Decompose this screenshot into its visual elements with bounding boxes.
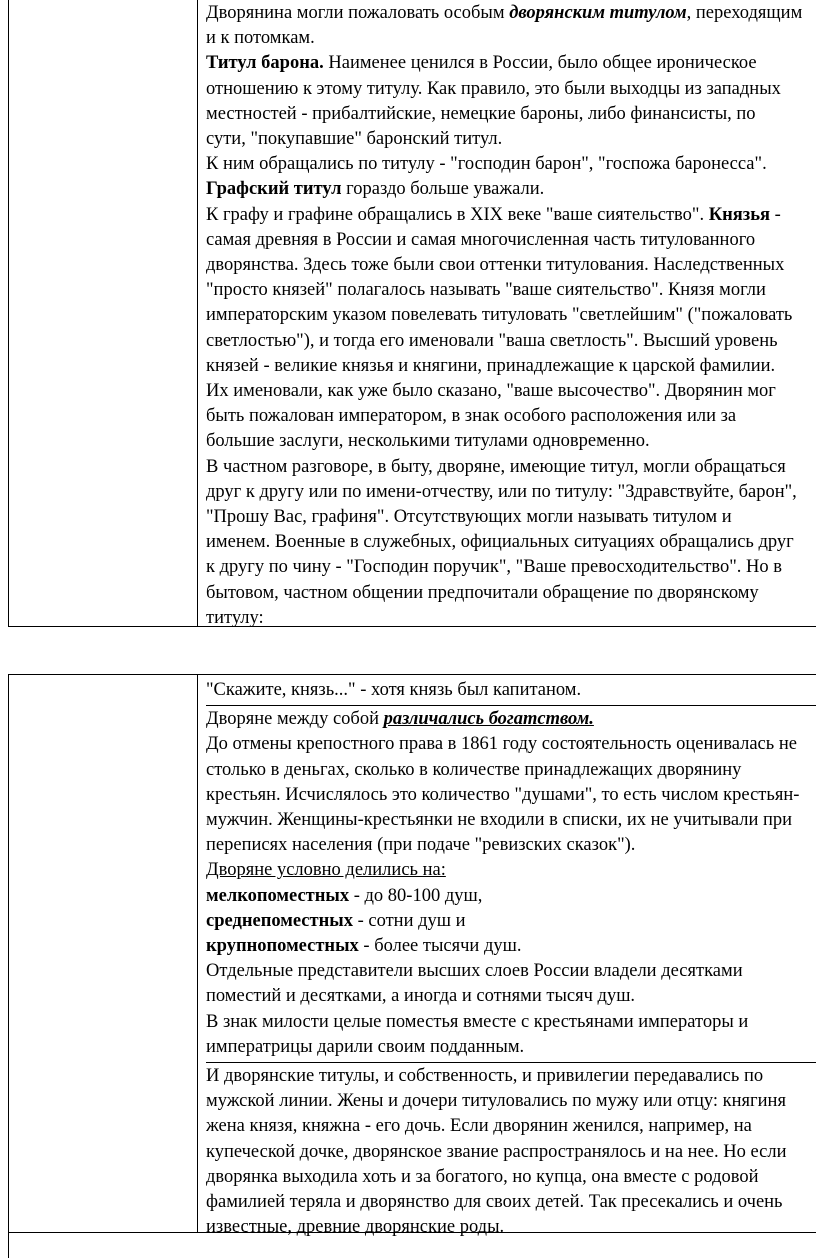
text-run: - [770, 204, 781, 225]
text-line [206, 1, 816, 26]
text-line: жена князя, княжна - его дочь. Если дворянин женился, например, на [206, 1116, 752, 1137]
text-line: И дворянские титулы, и собственность, и привилегии передавались по [206, 1066, 764, 1087]
text-line: К ним обращались по титулу - "господин барон", "госпожа баронесса". [206, 154, 767, 175]
text-line: известные, древние дворянские роды. [206, 1217, 505, 1238]
text-line: и к потомкам. [206, 28, 315, 49]
text-run: - сотни душ и [352, 910, 466, 931]
text-line: бытовом, частном общении предпочитали обращение по дворянскому [206, 582, 759, 603]
text-line: светлостью"), и тогда его именовали "ваша светлость". Высший уровень [206, 330, 778, 351]
text-line [206, 707, 816, 732]
text-line: титулу: [206, 607, 264, 628]
table-row-wealth [206, 705, 816, 1060]
emphasis-noble-title: дворянским титулом [509, 3, 687, 23]
text-line: купеческой дочке, дворянское звание распространялось и на нее. Но если [206, 1141, 787, 1162]
heading-princes: Князья [708, 204, 771, 225]
text-line: именем. Военные в служебных, официальных ситуациях обращались друг [206, 532, 794, 553]
text-line [206, 51, 816, 76]
text-line: сути, "покупавшие" баронский титул. [206, 129, 503, 150]
term-large-estate: крупнопоместных [206, 936, 359, 957]
text-line [206, 177, 816, 202]
text-line: "просто князей" полагалось называть "ваше сиятельство". Князя могли [206, 280, 766, 301]
text-line: поместий и десятками, а иногда и сотнями тысяч душ. [206, 986, 636, 1007]
text-line-underlined: Дворяне условно делились на: [206, 860, 446, 881]
text-line: большие заслуги, несколькими титулами одновременно. [206, 431, 650, 452]
text-run: Дворяне между собой [206, 709, 384, 730]
text-line: переписях населения (при подаче "ревизских сказок"). [206, 835, 636, 856]
column-divider [197, 0, 198, 626]
text-line: мужчин. Женщины-крестьянки не входили в списки, их не учитывали при [206, 810, 793, 831]
text-line: князей - великие князья и княгини, принадлежащие к царской фамилии. [206, 355, 776, 376]
text-line: крестьян. Исчислялось это количество "душами", то есть числом крестьян- [206, 784, 800, 805]
text-run: Дворянина могли пожаловать особым [206, 3, 510, 23]
text-line [206, 934, 816, 959]
text-line: столько в деньгах, сколько в количестве принадлежащих дворянину [206, 759, 742, 780]
text-line: В знак милости целые поместья вместе с крестьянами императоры и [206, 1011, 749, 1032]
column-divider [197, 675, 198, 1232]
text-line: фамилией теряла и дворянство для своих детей. Так пресекались и очень [206, 1192, 783, 1213]
heading-baron-title: Титул барона. [206, 53, 324, 74]
text-line: императорским указом повелевать титуловать "светлейшим" ("пожаловать [206, 305, 793, 326]
heading-count-title: Графский титул [206, 179, 342, 200]
table-border-tail [8, 1231, 9, 1258]
emphasis-wealth: различались богатством. [383, 709, 594, 730]
text-line [206, 203, 816, 228]
text-line [206, 884, 816, 909]
text-line: "Скажите, князь..." - хотя князь был капитаном. [206, 680, 582, 700]
text-line: Их именовали, как уже было сказано, "ваше высочество". Дворянин мог [206, 381, 776, 402]
text-run: , переходящим [686, 3, 803, 23]
text-run: гораздо больше уважали. [341, 179, 545, 200]
table-row-inheritance [206, 1062, 816, 1240]
text-line: "Прошу Вас, графиня". Отсутствующих могли называть титулом и [206, 507, 732, 528]
text-line: самая древняя в России и самая многочисленная часть титулованного [206, 229, 756, 250]
text-line: В частном разговоре, в быту, дворяне, имеющие титул, могли обращаться [206, 456, 786, 477]
text-run: Наименее ценился в России, было общее ироническое [323, 53, 757, 74]
text-line: отношению к этому титулу. Как правило, это были выходцы из западных [206, 78, 781, 99]
text-line: мужской линии. Жены и дочери титуловались по мужу или отцу: княгиня [206, 1091, 786, 1112]
term-medium-estate: среднепоместных [206, 910, 353, 931]
text-line: До отмены крепостного права в 1861 году состоятельность оценивалась не [206, 734, 797, 755]
text-line [206, 909, 816, 934]
lower-cell-text [206, 678, 816, 1240]
text-line: Отдельные представители высших слоев России владели десятками [206, 961, 743, 982]
text-line: к другу по чину - "Господин поручик", "Ваше превосходительство". Но в [206, 557, 782, 578]
text-run: К графу и графине обращались в XIX веке "ваше сиятельство". [206, 204, 709, 225]
term-small-estate: мелкопоместных [206, 885, 350, 906]
text-line: дворянства. Здесь тоже были свои оттенки титулования. Наследственных [206, 255, 785, 276]
text-run: - более тысячи душ. [358, 936, 522, 957]
text-line: быть пожалован императором, в знак особого расположения или за [206, 406, 737, 427]
text-line: дворянка выходила хоть и за богатого, но купца, она вместе с родовой [206, 1166, 759, 1187]
upper-cell-text [206, 1, 816, 631]
text-line: императрицы дарили своим подданным. [206, 1036, 525, 1057]
text-line: местностей - прибалтийские, немецкие бароны, либо финансисты, по [206, 103, 756, 124]
text-line: друг к другу или по имени-отчеству, или по титулу: "Здравствуйте, барон", [206, 481, 797, 502]
text-run: - до 80-100 душ, [349, 885, 483, 906]
